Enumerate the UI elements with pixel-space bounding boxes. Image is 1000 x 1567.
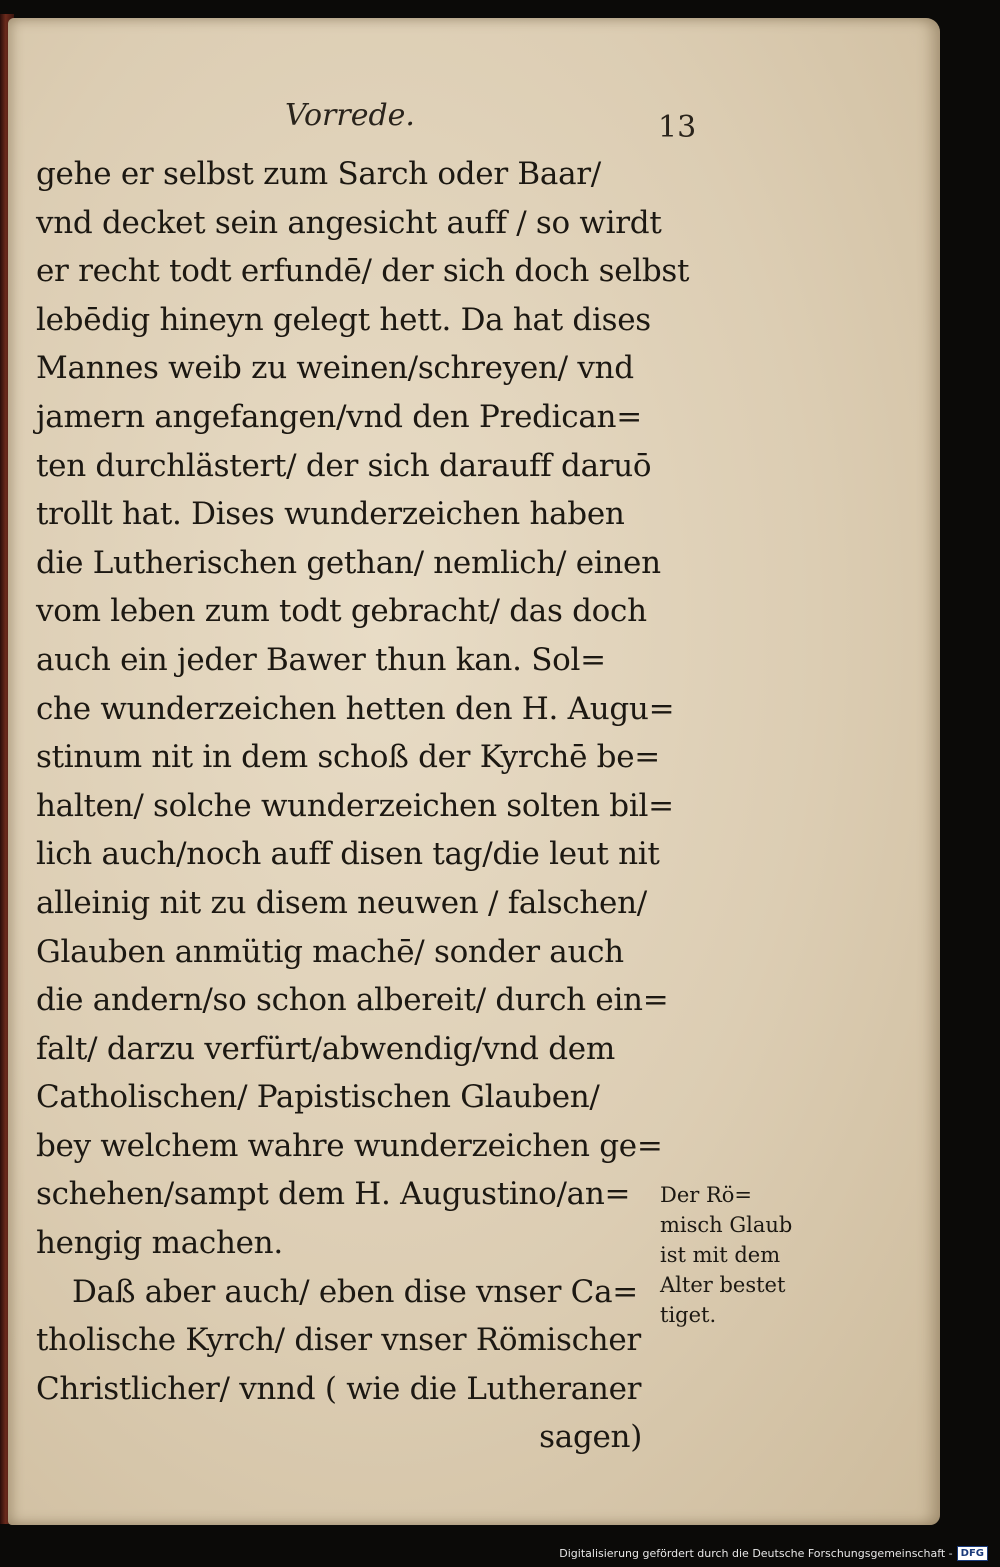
text-line: tholische Kyrch/ diser vnser Römischer xyxy=(36,1322,641,1359)
text-line: halten/ solche wunderzeichen solten bil= xyxy=(36,787,674,824)
digitization-credit xyxy=(559,1543,988,1563)
text-line: auch ein jeder Bawer thun kan. Sol= xyxy=(36,641,606,678)
text-line: er recht todt erfundē/ der sich doch selbst xyxy=(36,253,690,290)
text-line: Daß aber auch/ eben dise vnser Ca= xyxy=(72,1273,638,1310)
text-line: Catholischen/ Papistischen Glauben/ xyxy=(36,1079,600,1116)
marginal-line: Alter bestet xyxy=(660,1273,786,1297)
text-line: Christlicher/ vnnd ( wie die Lutheraner xyxy=(36,1370,642,1407)
text-line: schehen/sampt dem H. Augustino/an= xyxy=(36,1176,631,1213)
text-line: lich auch/noch auff disen tag/die leut nit xyxy=(36,836,660,873)
text-line: gehe er selbst zum Sarch oder Baar/ xyxy=(36,156,601,192)
text-line: Glauben anmütig machē/ sonder auch xyxy=(36,933,624,970)
text-line: che wunderzeichen hetten den H. Augu= xyxy=(36,690,675,727)
text-line: stinum nit in dem schoß der Kyrchē be= xyxy=(36,739,660,776)
text-line: vom leben zum todt gebracht/ das doch xyxy=(36,593,647,630)
text-line: trollt hat. Dises wunderzeichen haben xyxy=(36,496,625,533)
text-line: lebēdig hineyn gelegt hett. Da hat dises xyxy=(36,301,651,338)
marginal-note xyxy=(660,1180,820,1330)
marginal-line: Der Rö= xyxy=(660,1183,753,1207)
catchword: sagen) xyxy=(539,1419,642,1456)
text-line: Mannes weib zu weinen/schreyen/ vnd xyxy=(36,350,634,387)
text-line: die Lutherischen gethan/ nemlich/ einen xyxy=(36,544,661,581)
page-number: 13 xyxy=(658,110,697,145)
marginal-line: ist mit dem xyxy=(660,1243,781,1267)
marginal-line: tiget. xyxy=(660,1303,717,1327)
text-line: bey welchem wahre wunderzeichen ge= xyxy=(36,1127,663,1164)
running-head: Vorrede. xyxy=(285,98,415,133)
text-line: jamern angefangen/vnd den Predican= xyxy=(36,398,642,435)
text-line: falt/ darzu verfürt/abwendig/vnd dem xyxy=(36,1030,615,1067)
text-line: die andern/so schon albereit/ durch ein= xyxy=(36,982,669,1019)
text-line: hengig machen. xyxy=(36,1225,283,1262)
dfg-logo: DFG xyxy=(957,1546,988,1561)
text-line: vnd decket sein angesicht auff / so wirdt xyxy=(36,204,662,241)
text-line: ten durchlästert/ der sich darauff daruō xyxy=(36,447,652,484)
credit-text: Digitalisierung gefördert durch die Deutsche Forschungsgemeinschaft - xyxy=(559,1546,953,1560)
text-line: alleinig nit zu disem neuwen / falschen/ xyxy=(36,884,647,921)
marginal-line: misch Glaub xyxy=(660,1213,793,1237)
